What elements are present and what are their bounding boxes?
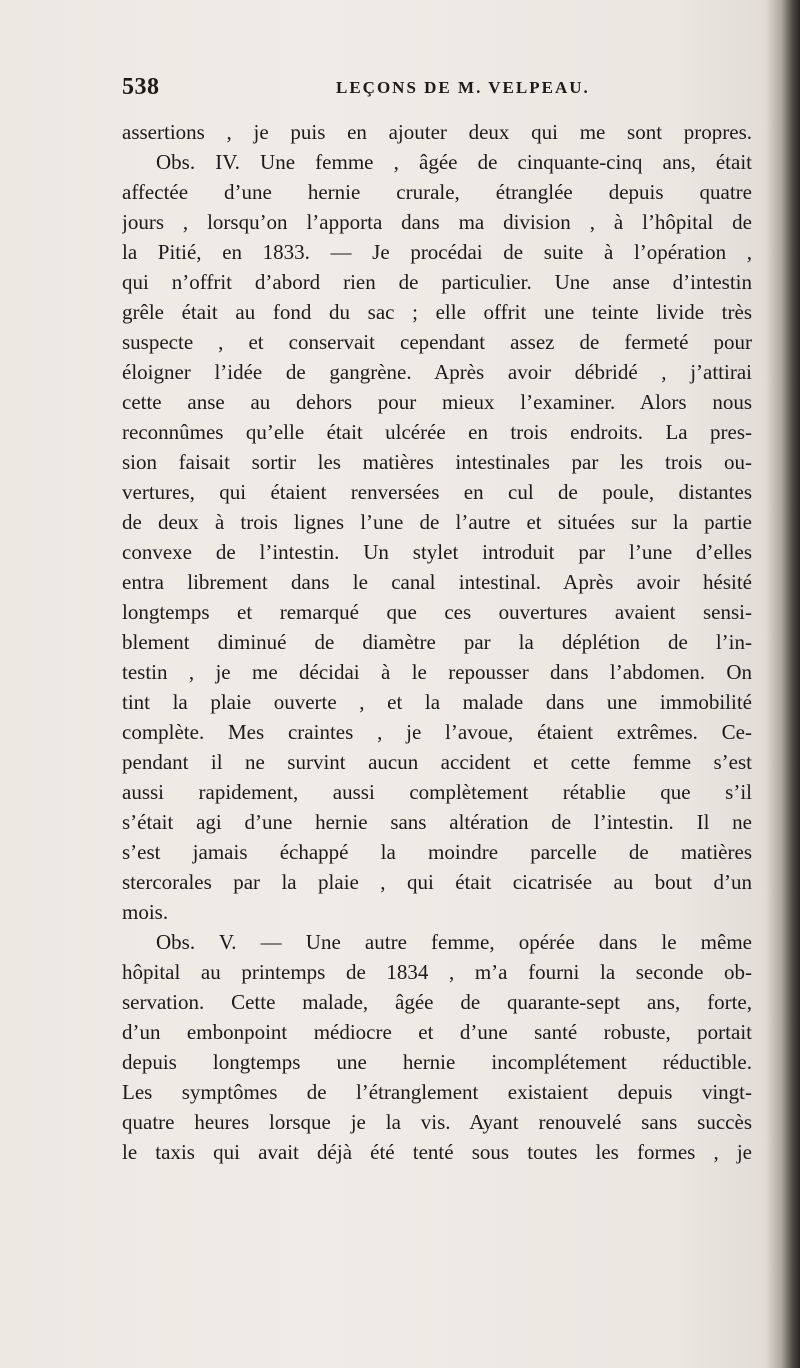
text-line: affectée d’une hernie crurale, étranglée depuis quatre [122,180,752,204]
text-line: hôpital au printemps de 1834 , m’a fourni la seconde ob- [122,960,752,984]
text-line: grêle était au fond du sac ; elle offrit une teinte livide très [122,300,752,324]
text-line: aussi rapidement, aussi complètement rétablie que s’il [122,780,752,804]
text-line: qui n’offrit d’abord rien de particulier. Une anse d’intestin [122,270,752,294]
text-line: la Pitié, en 1833. — Je procédai de suite à l’opération , [122,240,752,264]
text-line: assertions , je puis en ajouter deux qui me sont propres. [122,120,752,144]
text-line: entra librement dans le canal intestinal. Après avoir hésité [122,570,752,594]
text-line: stercorales par la plaie , qui était cicatrisée au bout d’un [122,870,752,894]
text-line: tint la plaie ouverte , et la malade dans une immobilité [122,690,752,714]
text-line: Les symptômes de l’étranglement existaient depuis vingt- [122,1080,752,1104]
text-line: quatre heures lorsque je la vis. Ayant renouvelé sans succès [122,1110,752,1134]
text-line: le taxis qui avait déjà été tenté sous toutes les formes , je [122,1140,752,1164]
body-text [122,117,752,1167]
text-line: vertures, qui étaient renversées en cul de poule, distantes [122,480,752,504]
text-line: éloigner l’idée de gangrène. Après avoir débridé , j’attirai [122,360,752,384]
text-line: complète. Mes craintes , je l’avoue, étaient extrêmes. Ce- [122,720,752,744]
page-header [122,74,752,110]
text-line: reconnûmes qu’elle était ulcérée en trois endroits. La pres- [122,420,752,444]
text-line: servation. Cette malade, âgée de quarante-sept ans, forte, [122,990,752,1014]
text-line: d’un embonpoint médiocre et d’une santé robuste, portait [122,1020,752,1044]
text-line: s’est jamais échappé la moindre parcelle de matières [122,840,752,864]
page-number: 538 [122,74,160,100]
text-line: convexe de l’intestin. Un stylet introduit par l’une d’elles [122,540,752,564]
text-line: mois. [122,900,169,924]
text-line: Obs. V. — Une autre femme, opérée dans le même [156,930,752,954]
binding-shadow [766,0,800,1368]
text-line: s’était agi d’une hernie sans altération de l’intestin. Il ne [122,810,752,834]
text-line: testin , je me décidai à le repousser dans l’abdomen. On [122,660,752,684]
text-line: depuis longtemps une hernie incomplétement réductible. [122,1050,752,1074]
text-line: blement diminué de diamètre par la déplétion de l’in- [122,630,752,654]
text-line: Obs. IV. Une femme , âgée de cinquante-cinq ans, était [156,150,752,174]
text-line: de deux à trois lignes l’une de l’autre et situées sur la partie [122,510,752,534]
running-head: LEÇONS DE M. VELPEAU. [336,78,590,97]
text-line: sion faisait sortir les matières intestinales par les trois ou- [122,450,752,474]
text-line: suspecte , et conservait cependant assez de fermeté pour [122,330,752,354]
text-line: cette anse au dehors pour mieux l’examiner. Alors nous [122,390,752,414]
text-line: jours , lorsqu’on l’apporta dans ma division , à l’hôpital de [122,210,752,234]
text-line: longtemps et remarqué que ces ouvertures avaient sensi- [122,600,752,624]
text-line: pendant il ne survint aucun accident et cette femme s’est [122,750,752,774]
